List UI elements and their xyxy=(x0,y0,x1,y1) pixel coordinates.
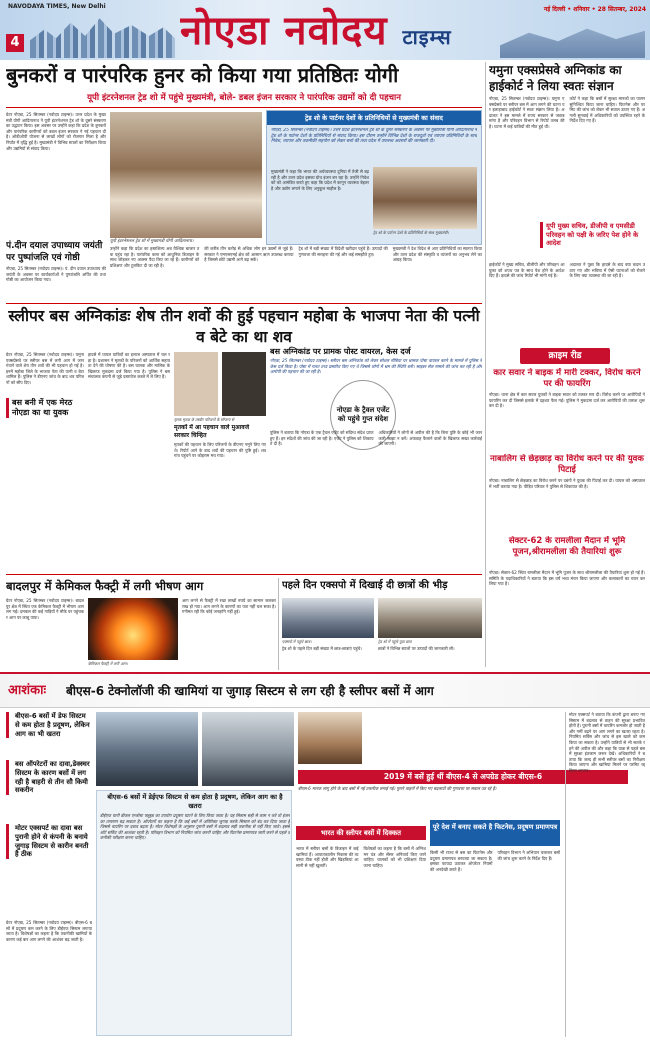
second-pull-quote: बस बनी में एक मेरठ नोएडा का था युवक xyxy=(6,398,84,418)
bottom-bar2: पूरे देश में बनाए सकते है फिटनेस, प्रदूषण प्रमाणपत्र xyxy=(430,820,560,846)
bottom-photo2 xyxy=(202,712,294,786)
bottom-bullets xyxy=(6,712,92,912)
bottom-label: आशंकाः xyxy=(8,683,47,698)
fire-photo xyxy=(88,598,178,660)
fire-caption: केमिकल फैक्ट्री में लगी आग। xyxy=(88,661,128,666)
crime-body1: नोएडा। थाना क्षेत्र में कार सवार युवकों ने बाइक सवार को टक्कर मार दी। विरोध करने पर आरोपियों ने फायरिंग कर दी जिससे इलाके में दहशत फैल गई। पुलिस ने मुकदमा दर्ज कर आरोपियों की तलाश शुरू कर दी है। xyxy=(489,392,645,409)
bottom-bullet: बस ऑपरेटरों का दावा,डेक्स्चर सिस्टम के कारण बसों में लग रही है बाहरी से तीन सौ किमी सकरीन xyxy=(6,760,92,795)
second-photo xyxy=(174,352,266,416)
second-sub1: मृतकों में आ पहचान वाले मुआवजे सरकार चिन्हित xyxy=(174,424,250,439)
lead-box-intro: नोएडा, 25 सितम्बर (नवोदय टाइम्स)। उत्तर प्रदेश इंटरनेशनल ट्रेड शो के दूसरे संस्करण के अवसर पर मुख्यमंत्री योगी आदित्यनाथ ने ट्रेड शो के पार्टनर देशों के प्रतिनिधियों से संवाद किया। इस दौरान उन्होंने विभिन्न देशों के राजदूतों एवं व्यापार प्रतिनिधियों के साथ निवेश, व्यापार और तकनीकी सहयोग को लेकर चर्चा की तथा प्रदेश में उपलब्ध अवसरों की जानकारी दी। xyxy=(271,128,477,145)
masthead xyxy=(0,0,650,60)
side-b-body: नोएडा, 25 सितम्बर (नवोदय टाइम्स)। यमुना एक्सप्रेसवे पर स्लीपर बस में आग लगने की घटना पर इलाहाबाद हाईकोर्ट ने स्वतः संज्ञान लिया है। अदालत ने इस मामले में राज्य सरकार से जवाब मांगा है और परिवहन विभाग से रिपोर्ट तलब की है। घटना में कई यात्रियों की मौत हुई थी। कोर्ट ने कहा कि बसों में सुरक्षा मानकों का पालन सुनिश्चित किया जाना चाहिए। फिटनेस और परमिट की जांच को लेकर भी सवाल उठाए गए हैं। अगली सुनवाई में अधिकारियों को उपस्थित रहने के निर्देश दिए गए हैं। xyxy=(489,96,645,129)
side-a-headline: पं.दीन दयाल उपाध्याय जयंती पर पुष्पांजलि एवं गोष्ठी xyxy=(6,241,103,263)
crime-body3: नोएडा। सेक्टर-62 स्थित रामलीला मैदान में भूमि पूजन के साथ श्रीरामलीला की तैयारियां शुरू हो गई हैं। समिति के पदाधिकारियों ने बताया कि इस वर्ष भव्य मंचन किया जाएगा और कलाकारों का चयन कर लिया गया है। xyxy=(489,570,645,587)
lead-photo-caption: यूपी इंटरनेशनल ट्रेड शो में मुख्यमंत्री योगी आदित्यनाथ। xyxy=(110,239,194,244)
second-kicker: बस अग्निकांड पर प्रामक पोस्ट वायरल, केस दर्ज xyxy=(270,347,411,356)
lead-box-title: ट्रेड शो के पार्टनर देशों के प्रतिनिधियों से मुख्यमंत्री का संवाद xyxy=(267,111,481,125)
second-body-col1: ग्रेटर नोएडा, 25 सितम्बर (नवोदय टाइम्स)। यमुना एक्सप्रेसवे पर स्लीपर बस में लगी आग में जान गंवाने वाले शेष तीन शवों की भी पहचान हो गई है। इनमें महोबा जिले के भाजपा नेता की पत्नी व बेटा शामिल हैं। पुलिस ने डीएनए जांच के बाद शव परिजनों को सौंप दिए। xyxy=(6,352,84,385)
bottom-photo1 xyxy=(96,712,198,786)
crime-head3: सेक्टर-62 के रामलीला मैदान में भूमि पूजन,श्रीरामलीला की तैयारियां शुरू xyxy=(508,536,626,557)
bottom-body-mid2: किसी भी राज्य से बस का फिटनेस और प्रदूषण प्रमाणपत्र बनवाया जा सकता है। इसका फायदा उठाकर ऑपरेटर नियमों की अनदेखी करते हैं। परिवहन विभाग ने अभियान चलाकर बसों की जांच शुरू करने के निर्देश दिए हैं। xyxy=(430,850,560,872)
bottom-photo3 xyxy=(298,712,362,764)
expo-headline: पहले दिन एक्सपो में दिखाई दी छात्रों की भीड़ xyxy=(282,580,448,591)
side-b-subhead: यूपी मुख्य सचिव, डीजीपी व एमसीडी परिवहन को पक्षी के जरिए पेश होने के आदेश xyxy=(540,222,645,248)
bottom-bullet: बीएस-6 बसों में डेफ सिस्टम से कम होता है प्रदूषण, लेकिन आग का भी खतरा xyxy=(6,712,92,738)
page-number: 4 xyxy=(6,34,24,52)
second-body-col2: हादसे में घायल यात्रियों का इलाज अस्पताल में चल रहा है। प्रशासन ने मृतकों के परिजनों को आर्थिक सहायता देने की घोषणा की है। बस चालक और मालिक के खिलाफ मुकदमा दर्ज किया गया है। पुलिस ने बस संचालक कंपनी से जुड़े दस्तावेज कब्जे में ले लिए हैं। xyxy=(88,352,170,380)
paper-title xyxy=(180,6,490,56)
second-photo-caption: मृतक मृतक के तस्वीर परिजनों के सौजन्य से xyxy=(174,417,235,422)
crime-body2: नोएडा। नाबालिग से छेड़छाड़ का विरोध करने पर दबंगों ने युवक की पिटाई कर दी। घायल को अस्पताल में भर्ती कराया गया है। पीड़ित परिवार ने पुलिस से शिकायत की है। xyxy=(489,478,645,489)
crime-head1: कार सवार ने बाइक में मारी टक्कर, विरोध करने पर की फायरिंग xyxy=(493,368,641,389)
expo-body1: ट्रेड शो के पहले दिन बड़ी संख्या में छात्र-छात्राएं पहुंचे। xyxy=(282,646,362,651)
bottom-redbox: 2019 में बसें हुई थीं बीएस-4 से अपग्रेड होकर बीएस-6 xyxy=(298,770,628,784)
bottom-body-mid: भारत में स्लीपर बसों के डिजाइन में कई खामियां हैं। आपातकालीन निकास की व्यवस्था ठीक नहीं होती और खिड़कियां आसानी से नहीं खुलतीं। विशेषज्ञों का कहना है कि बसों में अग्निशमन यंत्र और सेंसर अनिवार्य किए जाने चाहिए। चालकों को भी प्रशिक्षण दिया जाना चाहिए। xyxy=(296,846,426,868)
crime-label: क्राइम रीड xyxy=(520,348,610,364)
bottom-body-right: मोटर एक्सपर्ट ने बताया कि कंपनी द्वारा बनाए गए सिस्टम में बदलाव से वाहन की सुरक्षा प्रभावित होती है। पुरानी बसों में वायरिंग कमजोर हो जाती है और गर्मी बढ़ने पर आग लगने का खतरा रहता है। नियमित सर्विस और जांच से इस खतरे को कम किया जा सकता है। उन्होंने यात्रियों से भी सतर्क रहने की अपील की और कहा कि यात्रा से पहले बस में सुरक्षा इंतजाम जरूर देखें। अधिकारियों ने बताया कि जल्द ही सभी स्लीपर बसों का निरीक्षण किया जाएगा और खामियां मिलने पर परमिट रद्द किया जाएगा। xyxy=(569,712,645,773)
lead-body-col1: ग्रेटर नोएडा, 25 सितम्बर (नवोदय टाइम्स)। उत्तर प्रदेश के मुख्यमंत्री योगी आदित्यनाथ ने यूपी इंटरनेशनल ट्रेड शो के दूसरे संस्करण का उद्घाटन किया। इस अवसर पर उन्होंने कहा कि प्रदेश के बुनकरों और पारंपरिक कारीगरों को डबल इंजन सरकार ने नई पहचान दी है। ओडीओपी योजना से लाखों लोगों को रोजगार मिला है और निर्यात में वृद्धि हुई है। मुख्यमंत्री ने विभिन्न स्टालों का निरीक्षण किया और उद्यमियों से संवाद किया। xyxy=(6,112,106,151)
lead-headline: बुनकरों व पारंपरिक हुनर को किया गया प्रतिष्ठितः योगी xyxy=(6,63,399,87)
paper-title-suffix: टाइम्स xyxy=(402,25,452,49)
crime-head2: नाबालिग से छेड़छाड़ का विरोध करने पर की युवक पिटाई xyxy=(490,454,644,475)
lead-box xyxy=(266,110,482,245)
lead-box-body: मुख्यमंत्री ने कहा कि भारत की अर्थव्यवस्था दुनिया में तेजी से बढ़ रही है और उत्तर प्रदेश इसका ग्रोथ इंजन बन रहा है। उन्होंने निवेशकों को आमंत्रित करते हुए कहा कि प्रदेश में कानून व्यवस्था बेहतर है और उद्योग लगाने के लिए अनुकूल माहौल है। xyxy=(271,169,369,191)
bottom-info-head: बीएस-6 बसों में डेईएफ सिस्टम से कम होता है प्रदूषण, लेकिन आग का है खतरा xyxy=(107,793,283,810)
bridge-graphic xyxy=(500,16,645,58)
second-callout-text: नोएडा के ट्रैवल एजेंट को पहुंचे गुप्त संदेश xyxy=(336,406,390,423)
bottom-body-left: ग्रेटर नोएडा, 25 सितम्बर (नवोदय टाइम्स)। बीएस-6 बसों में प्रदूषण कम करने के लिए डीईएफ सिस्टम लगाया जाता है। विशेषज्ञों का कहना है कि तकनीकी खामियों के कारण कई बार आग लगने की आशंका बढ़ जाती है। xyxy=(6,920,92,942)
second-body-col4: पुलिस ने बताया कि नोएडा के एक ट्रैवल एजेंट को संदिग्ध संदेश प्राप्त हुए हैं। इन संदेशों की जांच की जा रही है। एजेंट ने पुलिस को शिकायत दी है। अधिकारियों ने लोगों से अपील की है कि बिना पुष्टि के कोई भी जानकारी साझा न करें। अफवाह फैलाने वालों के खिलाफ सख्त कार्रवाई की जाएगी। xyxy=(270,430,482,447)
fire-body2: आग लगने से फैक्ट्री में रखा लाखों रुपये का सामान जलकर राख हो गया। आग लगने के कारणों का पता नहीं चल सका है। गनीमत रही कि कोई जनहानि नहीं हुई। xyxy=(182,598,276,615)
side-b-headline: यमुना एक्सप्रेसवे अग्निकांड का हाईकोर्ट ने लिया स्वतः संज्ञान xyxy=(489,63,622,93)
paper-title-main: नोएडा नवोदय xyxy=(180,8,388,54)
second-headline: स्लीपर बस अग्निकांडः शेष तीन शवों की हुई पहचान महोबा के भाजपा नेता की पत्नी व बेटे का था शव xyxy=(8,307,480,346)
expo-photo xyxy=(282,598,374,638)
expo-caption: एक्सपो में पहुंचे छात्र। xyxy=(282,639,312,644)
side-a-body: नोएडा, 25 सितम्बर (नवोदय टाइम्स)। पं. दीन दयाल उपाध्याय की जयंती के अवसर पर कार्यकर्ताओं ने पुष्पांजलि अर्पित की तथा गोष्ठी का आयोजन किया गया। xyxy=(6,266,106,283)
lead-box-photo-caption: ट्रेड शो के पार्टनर देशों के प्रतिनिधियों के साथ मुख्यमंत्री। xyxy=(373,230,449,235)
fire-body1: ग्रेटर नोएडा, 25 सितम्बर (नवोदय टाइम्स)। बादलपुर क्षेत्र में स्थित एक केमिकल फैक्ट्री में भीषण आग लग गई। दमकल की कई गाड़ियों ने मौके पर पहुंचकर आग पर काबू पाया। xyxy=(6,598,84,620)
bottom-info-box xyxy=(96,790,292,1036)
bottom-bullet: मोटर एक्सपर्ट का दावा बस पुरानी होने से कंपनी के बनाये जुगाड़ सिस्टम से कारीन बनती है ठीक xyxy=(6,824,92,859)
second-body-col3: मृतकों की पहचान के लिए परिजनों के डीएनए नमूने लिए गए थे। रिपोर्ट आने के बाद शवों की पहचान की पुष्टि हुई। शव गांव पहुंचने पर कोहराम मच गया। xyxy=(174,442,266,459)
fire-headline: बादलपुर में केमिकल फैक्ट्री में लगी भीषण आग xyxy=(6,579,204,593)
lead-box-photo xyxy=(373,167,477,229)
lead-subhead: यूपी इंटरनेशनल ट्रेड शो में पहुंचे मुख्यमंत्री, बोले- डबल इंजन सरकार ने पारंपरिक उद्यमों को दी पहचान xyxy=(87,93,401,103)
expo-photo2 xyxy=(378,598,482,638)
bottom-banner xyxy=(0,672,650,708)
lead-photo xyxy=(110,112,262,238)
bottom-headline: बीएस-6 टेक्नोलॉजी की खामियां या जुगाड़ सिस्टम से लग रही है स्लीपर बसों में आग xyxy=(66,684,434,698)
lead-body-bottom: उन्होंने कहा कि प्रदेश का हस्तशिल्प अब वैश्विक बाजार तक पहुंच रहा है। पारंपरिक कला को आधुनिक डिजाइन के साथ जोड़कर नए अवसर पैदा किए जा रहे हैं। कारीगरों को प्रशिक्षण और टूलकिट दी जा रही है। की करीब तीन करोड़ से अधिक लोग इन उद्यमों से जुड़े हैं। सरकार ने एमएसएमई क्षेत्र को आसान ऋण उपलब्ध कराया है जिससे छोटे उद्यमी आगे बढ़ सकें। ट्रेड शो में बड़ी संख्या में विदेशी खरीदार पहुंचे हैं। उत्पादों की गुणवत्ता की सराहना की गई और कई समझौते हुए। मुख्यमंत्री ने देश विदेश से आए प्रतिनिधियों का स्वागत किया और उत्तर प्रदेश की संस्कृति व व्यंजनों का अनुभव लेने का आग्रह किया। xyxy=(110,246,482,268)
second-kicker-body: नोएडा, 25 सितम्बर (नवोदय टाइम्स)। स्लीपर बस अग्निकांड को लेकर सोशल मीडिया पर भ्रामक पोस्ट वायरल करने के मामले में पुलिस ने केस दर्ज किया है। पोस्ट में गलत तथ्य प्रसारित किए गए थे जिससे लोगों में भ्रम की स्थिति बनी। साइबर सेल मामले की जांच कर रही है और आरोपी की पहचान की जा रही है। xyxy=(270,358,482,375)
expo-caption2: ट्रेड शो में पहुंचे युवा छात्र xyxy=(378,639,412,644)
dateline: नई दिल्ली • शनिवार • 28 सितम्बर, 2024 xyxy=(543,6,646,13)
expo-body2: छात्रों ने विभिन्न स्टालों पर उत्पादों की जानकारी ली। xyxy=(378,646,455,651)
side-b-body2: हाईकोर्ट ने मुख्य सचिव, डीजीपी और परिवहन आयुक्त को शपथ पत्र के साथ पेश होने के आदेश दिए हैं। हादसे की जांच रिपोर्ट भी मांगी गई है। अदालत ने पूछा कि हादसे के बाद क्या कदम उठाए गए और भविष्य में ऐसी घटनाओं को रोकने के लिए क्या व्यवस्था की जा रही है। xyxy=(489,262,645,279)
bottom-bar1: भारत की स्लीपर बसों में दिक्कत xyxy=(296,826,426,840)
edition-label: NAVODAYA TIMES, New Delhi xyxy=(8,3,106,10)
bottom-info-body: डीईएफ यानी डीजल एग्जॉस्ट फ्लूइड का उपयोग प्रदूषण घटाने के लिए किया जाता है। यह सिस्टम सही से काम न करे तो इंजन का तापमान बढ़ सकता है। ऑपरेटरों का कहना है कि कई बसों में अतिरिक्त जुगाड़ करके सिस्टम को बंद कर दिया जाता है जिससे वायरिंग पर दबाव बढ़ता है। मोटर विशेषज्ञों के अनुसार पुरानी बसों में बदलाव सही तकनीक से नहीं किए जाते। इससे शॉर्ट सर्किट की आशंका रहती है। परिवहन विभाग को नियमित जांच करनी चाहिए और फिटनेस प्रमाणपत्र जारी करने से पहले तकनीकी परीक्षण करना चाहिए। xyxy=(100,813,290,841)
skyline-graphic xyxy=(30,14,175,58)
bottom-redbox-body: बीएस-6 मानक लागू होने के बाद बसों में नई तकनीक लगाई गई। पुराने वाहनों में किए गए बदलावों की गुणवत्ता पर सवाल उठ रहे हैं। xyxy=(298,786,497,791)
